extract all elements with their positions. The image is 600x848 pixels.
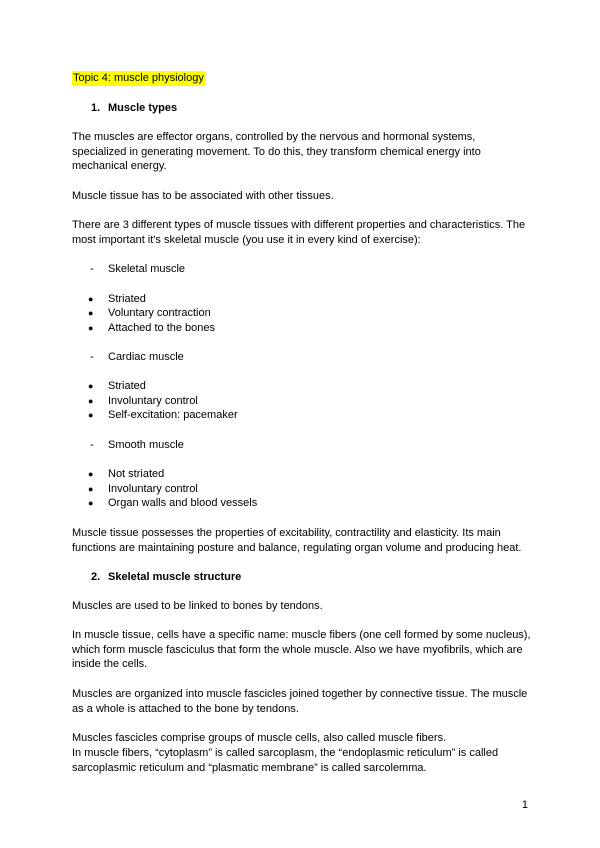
muscle-type-name: Cardiac muscle <box>108 351 184 363</box>
dash-marker: - <box>90 439 94 451</box>
dash-marker: - <box>90 263 94 275</box>
feature-list-item <box>88 467 165 482</box>
section-2-number: 2. <box>91 571 101 583</box>
feature-list-item <box>88 321 216 336</box>
dash-marker: - <box>90 351 94 363</box>
feature-list-item <box>88 482 198 497</box>
muscle-type-name: Smooth muscle <box>108 439 184 451</box>
topic-title: Topic 4: muscle physiology <box>73 72 204 84</box>
muscles-intro-paragraph: The muscles are effector organs, controlled by the nervous and hormonal systems, specialized in generating movement. To do this, they transform chemical energy into mechanical energy. <box>72 131 481 173</box>
feature-text: Organ walls and blood vessels <box>108 497 258 509</box>
feature-text: Attached to the bones <box>108 322 216 334</box>
section-2-heading <box>91 570 241 585</box>
bullet-marker: ● <box>88 498 94 508</box>
bullet-marker: ● <box>88 308 94 318</box>
section-1-heading <box>91 101 177 116</box>
page-number: 1 <box>521 799 528 811</box>
feature-list-item <box>88 496 258 511</box>
muscle-type-skeletal <box>90 262 186 277</box>
feature-list-item <box>88 379 146 394</box>
muscle-properties-paragraph: Muscle tissue possesses the properties of excitability, contractility and elasticity. Its main functions are maintaining posture and balance, regulating organ volume and producing heat. <box>72 527 522 554</box>
feature-text: Involuntary control <box>108 395 198 407</box>
bullet-marker: ● <box>88 294 94 304</box>
fascicles-paragraph: Muscles are organized into muscle fascicles joined together by connective tissue. The muscle as a whole is attached to the bone by tendons. <box>72 688 528 715</box>
muscle-fibers-paragraph: In muscle tissue, cells have a specific name: muscle fibers (one cell formed by some nucleus), which form muscle fasciculus that form the whole muscle. Also we have myofibrils, which are inside the cells. <box>72 629 531 671</box>
bullet-marker: ● <box>88 323 94 333</box>
muscle-type-smooth <box>90 438 184 453</box>
muscle-types-paragraph: There are 3 different types of muscle tissues with different properties and characteristics. The most important it's skeletal muscle (you use it in every kind of exercise): <box>72 219 526 246</box>
bullet-marker: ● <box>88 484 94 494</box>
sarcoplasm-paragraph: In muscle fibers, “cytoplasm” is called sarcoplasm, the “endoplasmic reticulum” is called sarcoplasmic reticulum and “plasmatic membrane” is called sarcolemma. <box>72 747 499 774</box>
bullet-marker: ● <box>88 396 94 406</box>
feature-list-item <box>88 394 198 409</box>
tendons-paragraph: Muscles are used to be linked to bones by tendons. <box>72 600 323 612</box>
feature-list-item <box>88 408 238 423</box>
section-1-title: Muscle types <box>108 102 178 114</box>
fascicle-cells-paragraph: Muscles fascicles comprise groups of muscle cells, also called muscle fibers. <box>72 732 447 744</box>
feature-list-item <box>88 292 146 307</box>
section-1-number: 1. <box>91 102 101 114</box>
bullet-marker: ● <box>88 381 94 391</box>
feature-text: Involuntary control <box>108 483 198 495</box>
feature-text: Not striated <box>108 468 165 480</box>
section-2-title: Skeletal muscle structure <box>108 571 242 583</box>
bullet-marker: ● <box>88 469 94 479</box>
muscle-type-cardiac <box>90 350 184 365</box>
bullet-marker: ● <box>88 410 94 420</box>
feature-text: Striated <box>108 293 146 305</box>
muscle-type-name: Skeletal muscle <box>108 263 186 275</box>
feature-text: Voluntary contraction <box>108 307 211 319</box>
tissue-association-paragraph: Muscle tissue has to be associated with other tissues. <box>72 190 334 202</box>
feature-text: Striated <box>108 380 146 392</box>
feature-text: Self-excitation: pacemaker <box>108 409 238 421</box>
feature-list-item <box>88 306 211 321</box>
